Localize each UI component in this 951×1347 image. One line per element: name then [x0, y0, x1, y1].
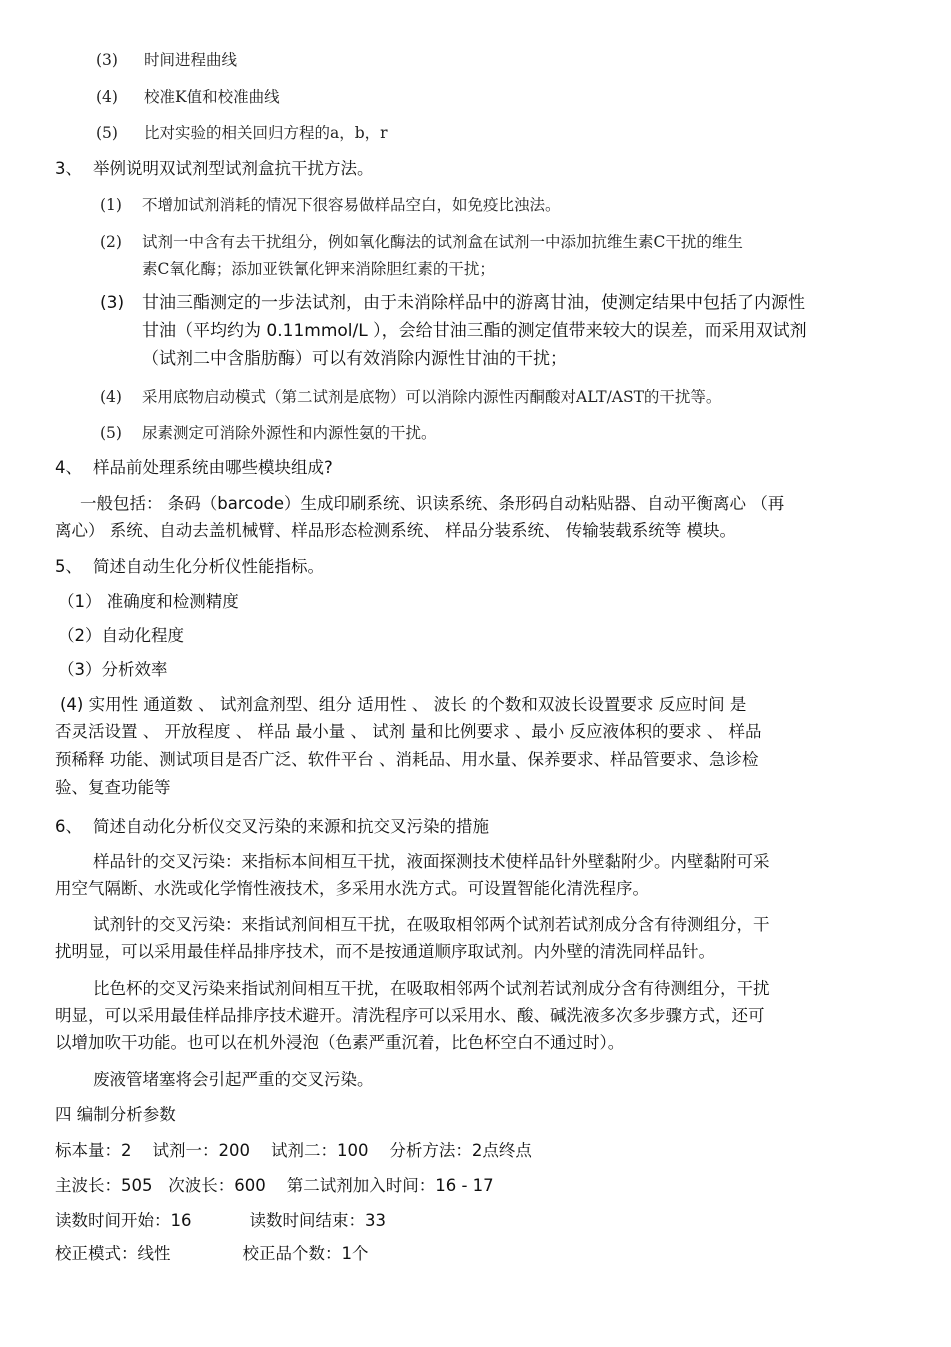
calibrator-count: 校正品个数：1个 — [242, 1244, 369, 1263]
paragraph-text: 用空气隔断、水洗或化学惰性液技术，多采用水洗方式。可设置智能化清洗程序。 — [55, 879, 649, 898]
question-title: 样品前处理系统由哪些模块组成? — [93, 458, 333, 477]
list-item: （1） 准确度和检测精度 — [58, 592, 239, 611]
list-item — [100, 292, 805, 314]
item-text: 采用底物启动模式（第二试剂是底物）可以消除内源性丙酮酸对ALT/AST的干扰等。 — [142, 388, 722, 406]
question-title: 简述自动化分析仪交叉污染的来源和抗交叉污染的措施 — [93, 817, 489, 836]
item-number: (4) — [100, 388, 122, 406]
question-number: 6、 — [55, 817, 82, 836]
parameter-row: 主波长：505 次波长：600 第二试剂加入时间：16 - 17 — [55, 1176, 494, 1195]
parameter-row — [55, 1210, 386, 1232]
item-number: (4) — [96, 88, 118, 106]
list-item — [100, 194, 561, 216]
list-item: （2）自动化程度 — [58, 626, 184, 645]
question-number: 3、 — [55, 159, 82, 178]
item-number: (3) — [100, 293, 125, 313]
item-text: 时间进程曲线 — [144, 51, 238, 69]
list-item — [100, 386, 721, 408]
list-item-continued: 验、复查功能等 — [55, 778, 171, 797]
item-number: (3) — [96, 51, 118, 69]
list-item — [96, 49, 237, 71]
question-6-heading — [55, 816, 489, 838]
question-4-heading — [55, 457, 333, 479]
item-number: (2) — [100, 233, 122, 251]
list-item-continued: 否灵活设置 、 开放程度 、 样品 最小量 、 试剂 量和比例要求 、最小 反应液体积的要求 、 样品 — [55, 722, 762, 741]
parameter-row: 标本量：2 试剂一：200 试剂二：100 分析方法：2点终点 — [55, 1141, 532, 1160]
parameter-row — [55, 1243, 369, 1265]
item-text-continued: 甘油（平均约为 0.11mmol/L ），会给甘油三酯的测定值带来较大的误差，而采用双试剂 — [142, 321, 807, 341]
item-text-continued: （试剂二中含脂肪酶）可以有效消除内源性甘油的干扰； — [142, 349, 567, 369]
item-text: 不增加试剂消耗的情况下很容易做样品空白，如免疫比浊法。 — [142, 196, 561, 214]
calibration-mode: 校正模式：线性 — [55, 1244, 171, 1263]
list-item: (4) 实用性 通道数 、 试剂盒剂型、组分 适用性 、 波长 的个数和双波长设置要求 反应时间 是 — [60, 695, 747, 714]
read-end: 读数时间结束：33 — [249, 1211, 386, 1230]
paragraph-text: 比色杯的交叉污染来指试剂间相互干扰，在吸取相邻两个试剂若试剂成分含有待测组分，干扰 — [93, 979, 770, 998]
paragraph-text: 废液管堵塞将会引起严重的交叉污染。 — [93, 1070, 374, 1089]
read-start: 读数时间开始：16 — [55, 1211, 192, 1230]
item-text: 试剂一中含有去干扰组分，例如氧化酶法的试剂盒在试剂一中添加抗维生素C干扰的维生 — [142, 233, 743, 251]
paragraph-text: 明显，可以采用最佳样品排序技术避开。清洗程序可以采用水、酸、碱洗液多次多步骤方式，还可 — [55, 1006, 765, 1025]
section-heading: 四 编制分析参数 — [55, 1105, 176, 1124]
question-3-heading — [55, 158, 374, 180]
paragraph-text: 扰明显，可以采用最佳样品排序技术，而不是按通道顺序取试剂。内外壁的清洗同样品针。 — [55, 942, 715, 961]
item-number: (1) — [100, 196, 122, 214]
list-item — [100, 422, 437, 444]
list-item — [100, 231, 743, 253]
question-title: 简述自动生化分析仪性能指标。 — [93, 557, 324, 576]
question-number: 4、 — [55, 458, 82, 477]
answer-text: 一般包括： 条码（barcode）生成印刷系统、识读系统、条形码自动粘贴器、自动平衡离心 （再 — [80, 494, 785, 513]
item-text-continued: 素C氧化酶；添加亚铁氰化钾来消除胆红素的干扰； — [142, 260, 495, 278]
item-text: 甘油三酯测定的一步法试剂，由于未消除样品中的游离甘油，使测定结果中包括了内源性 — [142, 293, 805, 313]
paragraph-text: 样品针的交叉污染：来指标本间相互干扰，液面探测技术使样品针外壁黏附少。内壁黏附可采 — [93, 852, 770, 871]
list-item — [96, 86, 280, 108]
list-item-continued: 预稀释 功能、测试项目是否广泛、软件平台 、消耗品、用水量、保养要求、样品管要求、急诊检 — [55, 750, 759, 769]
item-text: 校准K值和校准曲线 — [144, 88, 280, 106]
question-number: 5、 — [55, 557, 82, 576]
list-item — [96, 122, 388, 144]
question-title: 举例说明双试剂型试剂盒抗干扰方法。 — [93, 159, 374, 178]
answer-text: 离心） 系统、自动去盖机械臂、样品形态检测系统、 样品分装系统、 传输装载系统等 模块。 — [55, 521, 736, 540]
item-text: 尿素测定可消除外源性和内源性氨的干扰。 — [142, 424, 437, 442]
paragraph-text: 试剂针的交叉污染：来指试剂间相互干扰，在吸取相邻两个试剂若试剂成分含有待测组分，干 — [93, 915, 770, 934]
paragraph-text: 以增加吹干功能。也可以在机外浸泡（色素严重沉着，比色杯空白不通过时）。 — [55, 1033, 625, 1052]
question-5-heading — [55, 556, 324, 578]
item-number: (5) — [100, 424, 122, 442]
list-item: （3）分析效率 — [58, 660, 168, 679]
item-text: 比对实验的相关回归方程的a，b，r — [144, 124, 388, 142]
item-number: (5) — [96, 124, 118, 142]
